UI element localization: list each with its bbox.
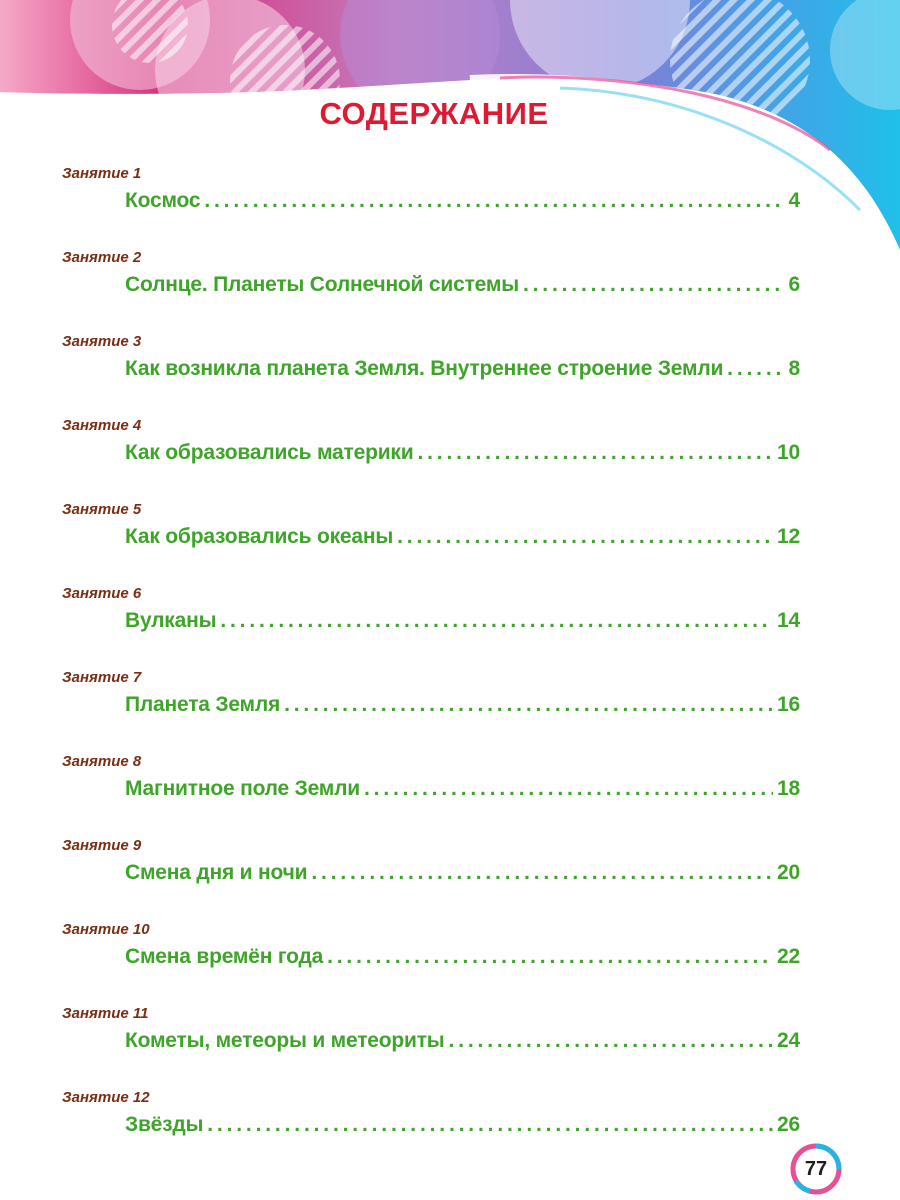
topic-title: Космос — [125, 189, 201, 212]
lesson-label: Занятие 6 — [62, 585, 142, 602]
toc-line — [125, 1025, 800, 1057]
lesson-label: Занятие 4 — [62, 417, 142, 434]
lesson-label: Занятие 9 — [62, 837, 142, 854]
toc-line — [125, 605, 800, 637]
toc-line — [125, 857, 800, 889]
page-reference: 26 — [777, 1113, 800, 1136]
toc-line — [125, 941, 800, 973]
toc-entry — [0, 753, 900, 823]
page-reference: 22 — [777, 945, 800, 968]
toc-line — [125, 773, 800, 805]
dot-leader — [207, 1109, 773, 1141]
dot-leader — [311, 857, 773, 889]
toc-line — [125, 353, 800, 385]
lesson-label: Занятие 11 — [62, 1005, 149, 1022]
page-reference: 10 — [777, 441, 800, 464]
toc-line — [125, 689, 800, 721]
toc-line — [125, 437, 800, 469]
page-reference: 8 — [788, 357, 800, 380]
toc-entry — [0, 585, 900, 655]
toc-entry — [0, 417, 900, 487]
toc-entry — [0, 669, 900, 739]
lesson-label: Занятие 1 — [62, 165, 142, 182]
topic-title: Магнитное поле Земли — [125, 777, 360, 800]
page-reference: 4 — [788, 189, 800, 212]
lesson-label: Занятие 3 — [62, 333, 142, 350]
topic-title: Вулканы — [125, 609, 217, 632]
dot-leader — [364, 773, 773, 805]
topic-title: Как образовались океаны — [125, 525, 394, 548]
page-reference: 24 — [777, 1029, 800, 1052]
dot-leader — [204, 185, 784, 217]
topic-title: Солнце. Планеты Солнечной системы — [125, 273, 519, 296]
topic-title: Смена дня и ночи — [125, 861, 308, 884]
toc-entry — [0, 249, 900, 319]
lesson-label: Занятие 7 — [62, 669, 142, 686]
dot-leader — [397, 521, 773, 553]
dot-leader — [449, 1025, 773, 1057]
dot-leader — [727, 353, 784, 385]
page-reference: 12 — [777, 525, 800, 548]
page-reference: 14 — [777, 609, 800, 632]
topic-title: Планета Земля — [125, 693, 281, 716]
dot-leader — [523, 269, 785, 301]
toc-entry — [0, 1005, 900, 1075]
page-reference: 18 — [777, 777, 800, 800]
toc-entry — [0, 333, 900, 403]
dot-leader — [327, 941, 773, 973]
topic-title: Как возникла планета Земля. Внутреннее строение Земли — [125, 357, 724, 380]
page-reference: 20 — [777, 861, 800, 884]
toc-entry — [0, 501, 900, 571]
lesson-label: Занятие 5 — [62, 501, 142, 518]
lesson-label: Занятие 10 — [62, 921, 150, 938]
toc-line — [125, 269, 800, 301]
page-number: 77 — [804, 1158, 828, 1180]
dot-leader — [417, 437, 773, 469]
toc-line — [125, 185, 800, 217]
topic-title: Смена времён года — [125, 945, 324, 968]
toc-line — [125, 521, 800, 553]
lesson-label: Занятие 12 — [62, 1089, 150, 1106]
lesson-label: Занятие 2 — [62, 249, 142, 266]
toc-entry — [0, 921, 900, 991]
topic-title: Как образовались материки — [125, 441, 414, 464]
page-reference: 16 — [777, 693, 800, 716]
toc-line — [125, 1109, 800, 1141]
toc-entry — [0, 1089, 900, 1159]
topic-title: Кометы, метеоры и метеориты — [125, 1029, 445, 1052]
lesson-label: Занятие 8 — [62, 753, 142, 770]
page-title: СОДЕРЖАНИЕ — [319, 96, 549, 131]
dot-leader — [220, 605, 773, 637]
toc-entry — [0, 837, 900, 907]
dot-leader — [284, 689, 773, 721]
toc-entry — [0, 165, 900, 235]
page-reference: 6 — [788, 273, 800, 296]
topic-title: Звёзды — [125, 1113, 204, 1136]
